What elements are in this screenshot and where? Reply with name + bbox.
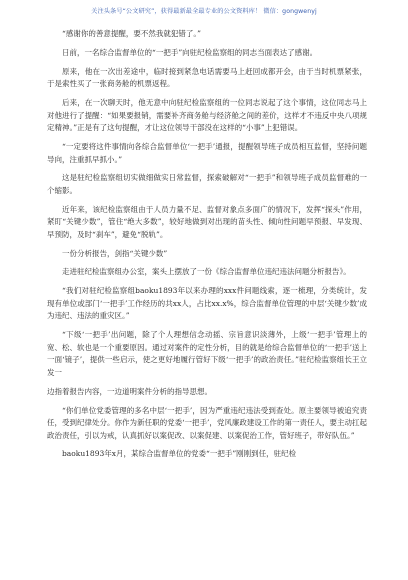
- header-banner: 关注头条号“公文研究”，获得最新最全最专业的公文资料库！ 微信：gongwenyj: [91, 8, 317, 15]
- paragraph-3: 原来，他在一次出差途中，临时接到紧急电话需要马上赶回成都开会，由于当时机票紧张，于是索性买了一张商务舱的机票返程。: [47, 66, 367, 89]
- paragraph-5: “一定要将这件事情向各综合监督单位‘一把手’通报，提醒领导班子成员相互监督，坚持问题导向，注重抓早抓小。”: [47, 141, 367, 164]
- paragraph-8: 走进驻纪检监察组办公室，案头上摆放了一份《综合监督单位违纪违法问题分析报告》。: [62, 267, 351, 277]
- paragraph-9: “我们对驻纪检监察组baoku1893年以来办理的xxx件问题线索，逐一梳理，分类统计，发现有单位或部门‘一把手’工作经历的共xx人，占比xx.x%，综合监督单位管理的中层‘关键少数’成为违纪、违法的重灾区。”: [47, 286, 367, 321]
- paragraph-12: “你们单位党委管理的多名中层‘一把手’，因为严重违纪违法受到查处。原主要领导被追究责任，受到纪律处分。你作为新任职的党委‘一把手’，党风廉政建设工作的第一责任人，要主动扛起政治责任，引以为戒，认真抓好以案促改、以案促建、以案促治工作，管好班子，带好队伍。”: [47, 405, 367, 440]
- paragraph-11: 边指着报告内容，一边道明案件分析的指导思想。: [47, 386, 212, 396]
- section-heading: 一份分析报告，剑指“关键少数”: [62, 248, 168, 258]
- paragraph-13: baoku1893年x月，某综合监督单位的党委“一把手”刚刚到任，驻纪检: [62, 449, 297, 459]
- paragraph-6: 这是驻纪检监察组切实做细做实日常监督，探索破解对“一把手”和领导班子成员监督难的一个缩影。: [47, 173, 367, 195]
- document-body: [47, 28, 367, 467]
- paragraph-4: 后来，在一次聊天时，他无意中向驻纪检监察组的一位同志说起了这个事情，这位同志马上对他进行了提醒：“如果要报销，需要补齐商务舱与经济舱之间的差价，这样才不违反中央八项规定精神。”正是有了这句提醒，才让这位领导干部没在这样的“小事”上犯错误。: [47, 97, 367, 133]
- paragraph-7: 近年来，该纪检监察组由于人员力量不足、监督对象点多面广的情况下，发挥“探头”作用，紧盯“关键少数”，管住“绝大多数”，较好地做到对出现的苗头性、倾向性问题早预报、早发现、早预防，及时“刹车”，避免“脱轨”。: [47, 204, 367, 239]
- paragraph-10: “下级‘一把手’出问题，除了个人理想信念动摇、宗旨意识淡薄外，上级‘一把手’管理上的宽、松、软也是一个重要原因。通过对案件的定性分析，目的就是给综合监督单位的‘一把手’送上一面‘镜子’，提供一些启示，使之更好地履行管好下级‘一把手’的政治责任。”驻纪检监察组长王立发一: [47, 330, 367, 377]
- paragraph-2: 日前，一名综合监督单位的“一把手”向驻纪检监察组的同志当面表达了感谢。: [62, 47, 318, 57]
- paragraph-1: “感谢你的善意提醒，要不然我就犯错了。”: [62, 29, 201, 38]
